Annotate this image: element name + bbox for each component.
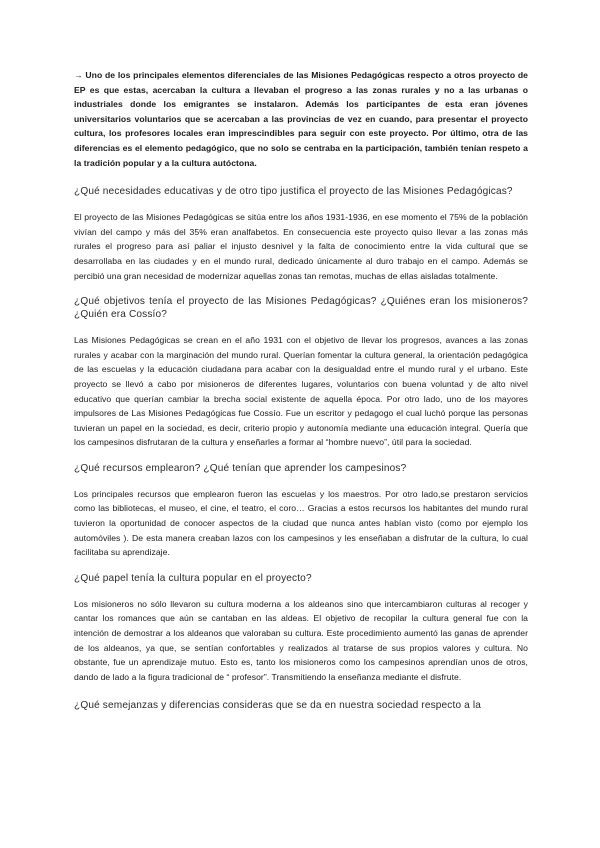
answer-popular-culture: Los misioneros no sólo llevaron su cultura moderna a los aldeanos sino que intercambiaron culturas al recoger y cantar los romances que aún se cantaban en las aldeas. El objetivo de recopilar la cultura general fue con la intención de demostrar a los aldeanos que valoraban su cultura. Este procedimiento aumentó las ganas de aprender de los aldeanos, ya que, se sentían confortables y realizados al tratarse de sus propios valores y cultura. No obstante, fue un aprendizaje mutuo. Esto es, tanto los misioneros como los campesinos aprendían unos de otros, dando de lado a la figura tradicional de “ profesor”. Transmitiendo la enseñanza mediante el disfrute. (74, 598, 528, 682)
question-objectives: ¿Qué objetivos tenía el proyecto de las Misiones Pedagógicas? ¿Quiénes eran los misioneros? ¿Quién era Cossío? (74, 296, 528, 321)
answer-resources: Los principales recursos que emplearon fueron las escuelas y los maestros. Por otro lado,se prestaron servicios como las bibliotecas, el museo, el cine, el teatro, el coro… Gracias a estos recursos los habitantes del mundo rural tuvieron la oportunidad de conocer aspectos de la ciudad que nunca antes habían visto (como por ejemplo los automóviles ). De esta manera creaban lazos con los campesinos y les enseñaban a disfrutar de la cultura, lo cual facilitaba su aprendizaje. (74, 488, 528, 558)
question-needs: ¿Qué necesidades educativas y de otro tipo justifica el proyecto de las Misiones Pedagógicas? (74, 186, 513, 198)
question-popular-culture: ¿Qué papel tenía la cultura popular en el proyecto? (74, 572, 312, 584)
question-similarities: ¿Qué semejanzas y diferencias consideras que se da en nuestra sociedad respecto a la (74, 700, 482, 712)
answer-objectives: Las Misiones Pedagógicas se crean en el año 1931 con el objetivo de llevar los progresos, avances a las zonas rurales y acabar con la marginación del mundo rural. Querían fomentar la cultura general, la orientación pedagógica de las escuelas y la educación ciudadana para acabar con la desigualdad entre el mundo rural y el urbano. Este proyecto se llevó a cabo por misioneros de diferentes lugares, voluntarios con buena voluntad y de alto nivel educativo que querían cambiar la brecha social existente de aquella época. Por otro lado, uno de los mayores impulsores de Las Misiones Pedagógicas fue Cossío. Fue un escritor y pedagogo el cual luchó porque las personas tuvieran un papel en la sociedad, es decir, criterio propio y autonomía mediante una educación integral. Quería que los campesinos disfrutaran de la cultura y enseñarles a formar al “hombre nuevo”, útil para la sociedad. (74, 335, 528, 448)
intro-paragraph: → Uno de los principales elementos diferenciales de las Misiones Pedagógicas respecto a otros proyecto de EP es que estas, acercaban la cultura a llevaban el progreso a las zonas rurales y no a las urbanas o industriales donde los emigrantes se instalaron. Además los participantes de esta eran jóvenes universitarios voluntarios que se acercaban a las provincias de vez en cuando, para presentar el proyecto cultura, los profesores locales eran imprescindibles para seguir con este proyecto. Por último, otra de las diferencias es el elemento pedagógico, que no solo se centraba en la participación, también tenían respeto a la tradición popular y a la cultura autóctona. (74, 70, 528, 168)
question-resources: ¿Qué recursos emplearon? ¿Qué tenían que aprender los campesinos? (74, 462, 407, 474)
answer-needs: El proyecto de las Misiones Pedagógicas se sitúa entre los años 1931-1936, en ese momento el 75% de la población vivían del campo y más del 35% eran analfabetos. En consecuencia este proyecto quiso llevar a las zonas más rurales el progreso para así paliar el injusto desnivel y la falta de conocimiento entre la vida cultural que se desarrollaba en las ciudades y en el mundo rural, dedicado únicamente al duro trabajo en el campo. Además se percibió una gran necesidad de modernizar aquellas zonas tan remotas, muchas de ellas aisladas totalmente. (74, 212, 528, 281)
